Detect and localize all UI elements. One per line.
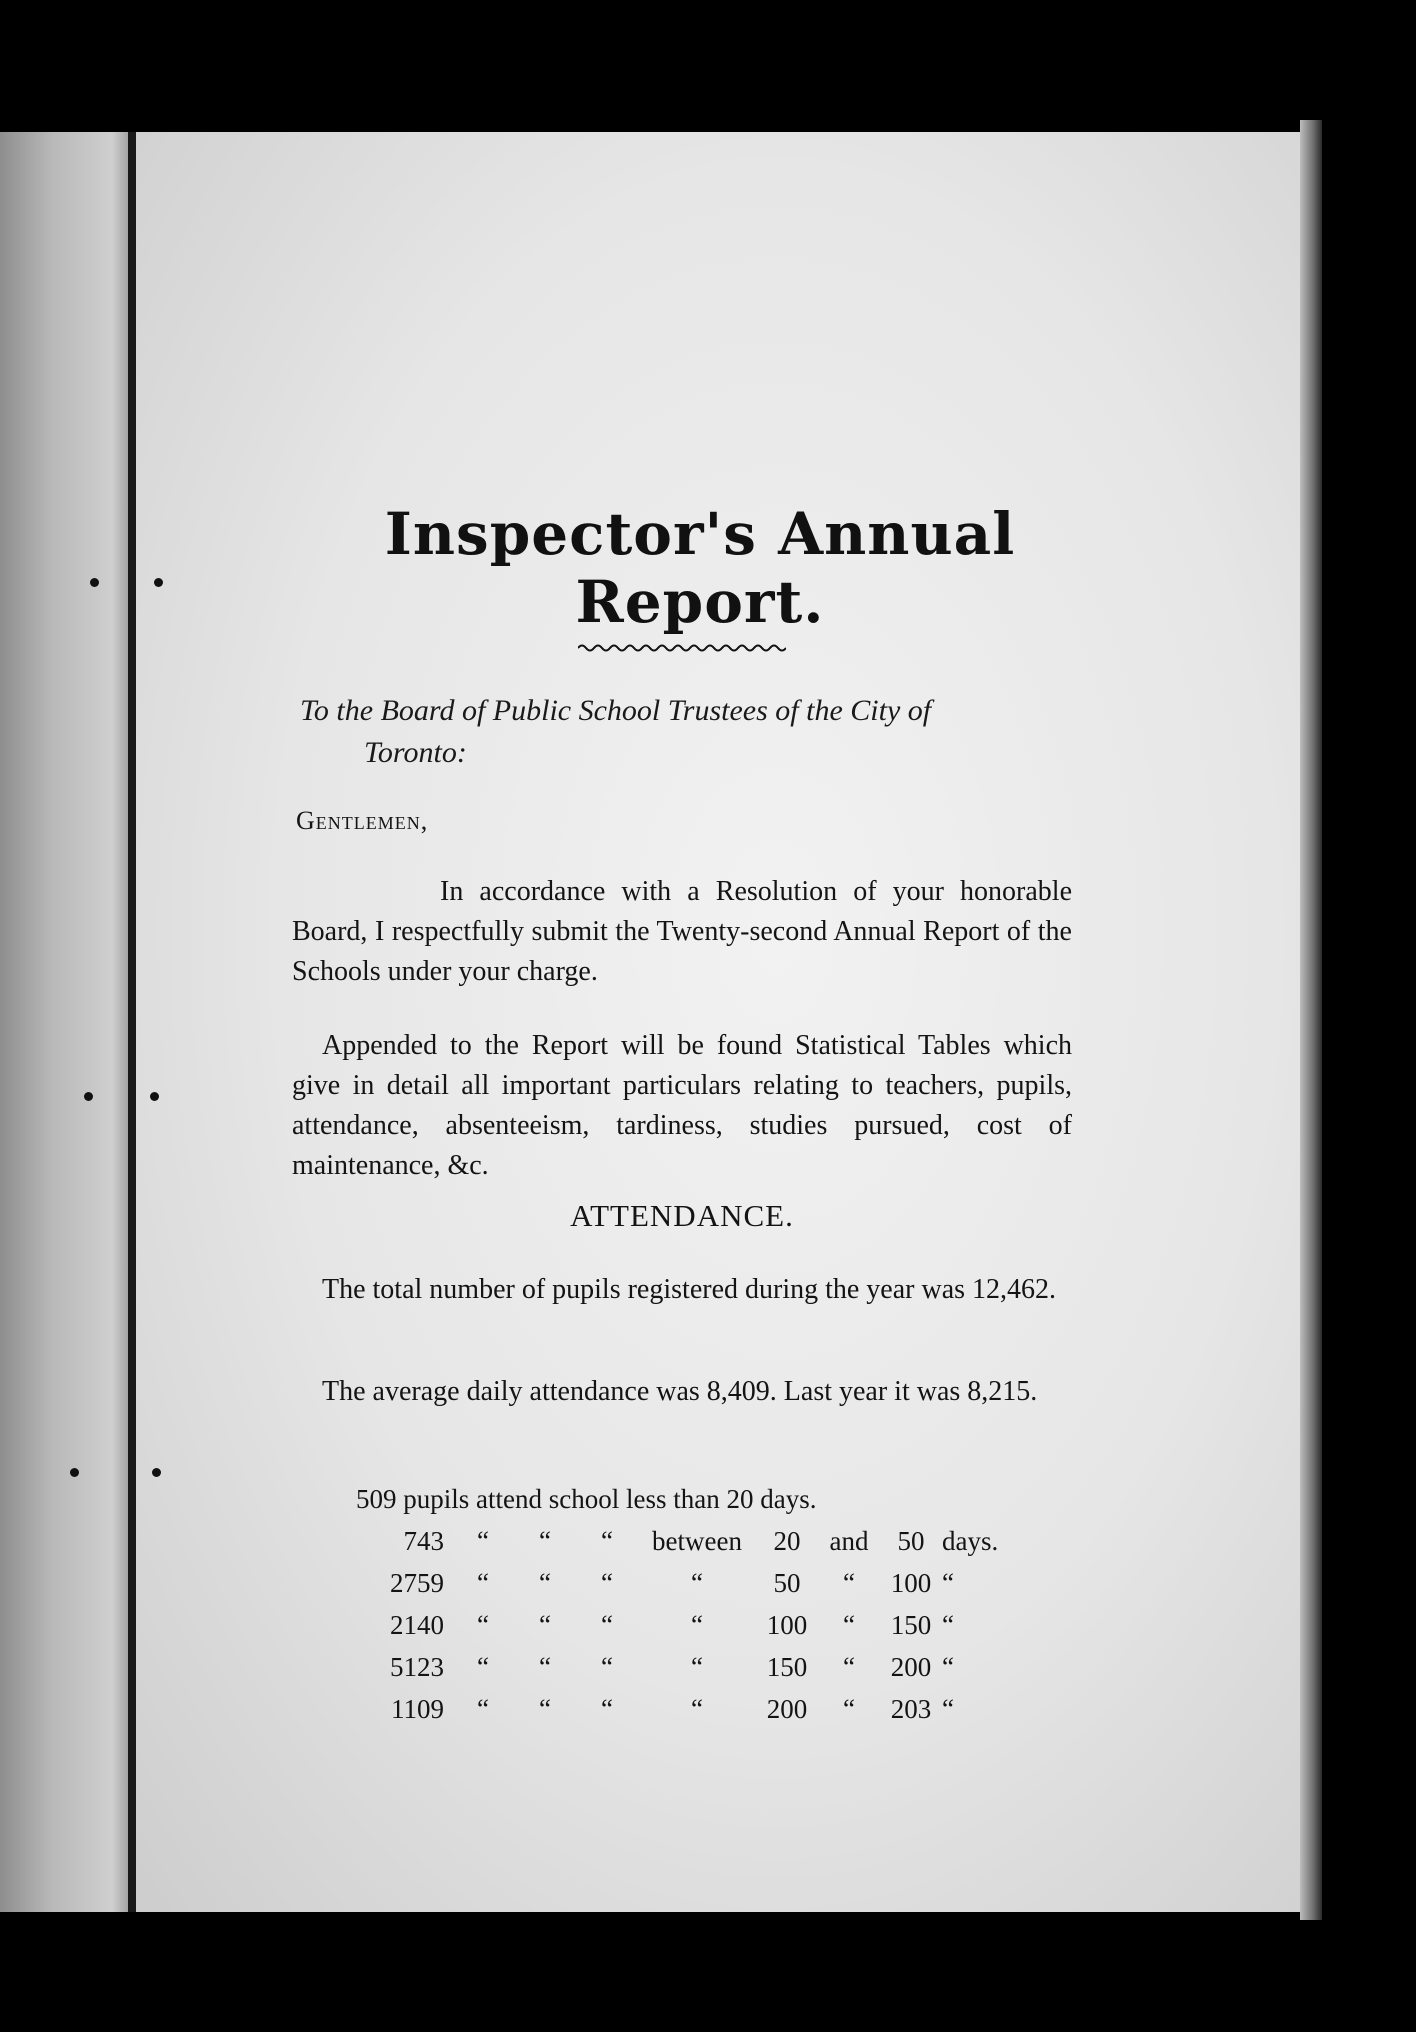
table-row (356, 1562, 1026, 1604)
paragraph-resolution: In accordance with a Resolution of your honorable Board, I respectfully submit the Twenty-second Annual Report of the Schools under your charge. (292, 876, 1072, 987)
days-word: days. (942, 1525, 999, 1556)
ditto-mark: “ (601, 1609, 613, 1640)
days-to: 203 (890, 1693, 932, 1724)
binding-hole (84, 1092, 93, 1101)
days-from: 20 (773, 1525, 801, 1556)
addressee-line-2: Toronto: (364, 736, 467, 769)
paragraph-average-attendance: The average daily attendance was 8,409. Last year it was 8,215. (322, 1376, 1038, 1407)
days-to: 150 (890, 1609, 932, 1640)
ditto-mark: “ (477, 1567, 489, 1598)
table-row (356, 1646, 1026, 1688)
between-word: between (652, 1525, 742, 1556)
section-heading-attendance: ATTENDANCE. (570, 1198, 794, 1233)
days-from: 50 (773, 1567, 801, 1598)
days-to: 100 (890, 1567, 932, 1598)
days-from: 200 (766, 1693, 808, 1724)
greeting: Gentlemen, (296, 806, 429, 835)
between-word: “ (691, 1567, 703, 1598)
and-word: “ (843, 1609, 855, 1640)
page-title: Inspector's Annual Report. (384, 500, 1016, 636)
table-cell: 509 pupils attend school less than 20 days. (356, 1483, 817, 1514)
paragraph-statistical-tables: Appended to the Report will be found Statistical Tables which give in detail all important particulars relating to teachers, pupils, attendance, absenteeism, tardiness, studies pursued, cost of maintenance, &c. (292, 1030, 1072, 1181)
days-word: “ (942, 1609, 954, 1640)
days-from: 100 (766, 1609, 808, 1640)
ditto-mark: “ (539, 1651, 551, 1682)
pupil-count: 743 (403, 1525, 444, 1556)
ditto-mark: “ (601, 1693, 613, 1724)
pupil-count: 2759 (390, 1567, 444, 1598)
book-gutter (128, 132, 136, 1912)
binding-hole (70, 1468, 79, 1477)
days-word: “ (942, 1651, 954, 1682)
ditto-mark: “ (477, 1693, 489, 1724)
ditto-mark: “ (539, 1693, 551, 1724)
days-to: 200 (890, 1651, 932, 1682)
days-word: “ (942, 1567, 954, 1598)
binding-hole (154, 578, 163, 587)
ditto-mark: “ (477, 1651, 489, 1682)
ditto-mark: “ (601, 1651, 613, 1682)
attendance-table (356, 1478, 1026, 1730)
days-from: 150 (766, 1651, 808, 1682)
table-row (356, 1604, 1026, 1646)
paragraph-total-registered: The total number of pupils registered during the year was 12,462. (322, 1274, 1057, 1305)
ditto-mark: “ (477, 1525, 489, 1556)
table-row (356, 1688, 1026, 1730)
left-page-edge (0, 132, 132, 1912)
between-word: “ (691, 1651, 703, 1682)
pupil-count: 2140 (390, 1609, 444, 1640)
ditto-mark: “ (477, 1609, 489, 1640)
ditto-mark: “ (601, 1567, 613, 1598)
addressee-line-1: To the Board of Public School Trustees of the City of (300, 694, 932, 727)
decorative-rule (578, 642, 786, 654)
days-word: “ (942, 1693, 954, 1724)
days-to: 50 (897, 1525, 925, 1556)
addressee (300, 690, 1080, 774)
binding-hole (152, 1468, 161, 1477)
binding-hole (150, 1092, 159, 1101)
page-stack-edge (1300, 120, 1322, 1920)
and-word: “ (843, 1567, 855, 1598)
ditto-mark: “ (539, 1525, 551, 1556)
and-word: “ (843, 1693, 855, 1724)
and-word: “ (843, 1651, 855, 1682)
ditto-mark: “ (539, 1609, 551, 1640)
pupil-count: 5123 (390, 1651, 444, 1682)
table-row (356, 1520, 1026, 1562)
and-word: and (829, 1525, 869, 1556)
binding-hole (90, 578, 99, 587)
table-row (356, 1478, 1026, 1520)
ditto-mark: “ (601, 1525, 613, 1556)
ditto-mark: “ (539, 1567, 551, 1598)
between-word: “ (691, 1609, 703, 1640)
pupil-count: 1109 (391, 1693, 444, 1724)
between-word: “ (691, 1693, 703, 1724)
